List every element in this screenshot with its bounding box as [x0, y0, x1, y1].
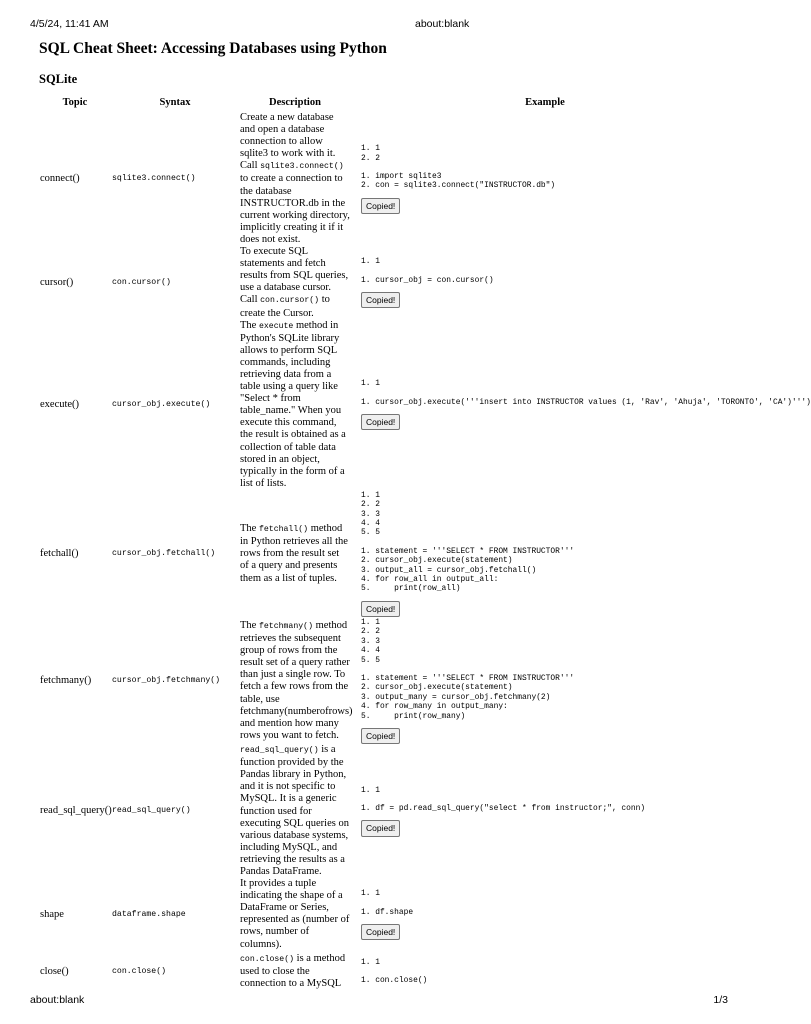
row-example — [351, 744, 739, 878]
code-line: 1. df = pd.read_sql_query("select * from instructor;", conn) — [361, 804, 646, 814]
spacer — [361, 538, 738, 547]
line-number: 4. 4 — [361, 519, 380, 529]
code-block[interactable] — [361, 379, 811, 407]
table-row — [39, 618, 739, 744]
description-code: fetchall() — [258, 525, 309, 535]
table-row — [39, 744, 739, 878]
table-row — [39, 320, 739, 490]
row-example — [351, 878, 739, 952]
description-text: It provides a tuple indicating the shape of a DataFrame or Series, represented as (number of rows, number of columns). — [240, 878, 350, 950]
code-line: 5. print(row_all) — [361, 584, 461, 594]
line-number: 2. 2 — [361, 153, 380, 163]
row-example — [351, 490, 739, 618]
code-block[interactable] — [361, 257, 738, 285]
line-number: 1. 1 — [361, 379, 380, 389]
row-description — [239, 490, 351, 618]
copy-button[interactable]: Copied! — [361, 414, 400, 430]
line-number: 3. 3 — [361, 636, 380, 646]
description-code: con.cursor() — [260, 296, 320, 306]
description-text: is a method used to close the connection to a MySQL — [240, 953, 346, 990]
page-number: 1/3 — [713, 994, 728, 1006]
code-line: 5. print(row_many) — [361, 711, 466, 721]
line-number: 1. 1 — [361, 785, 380, 795]
copy-button[interactable]: Copied! — [361, 601, 400, 617]
print-header — [30, 18, 728, 32]
line-number: 2. 2 — [361, 500, 380, 510]
spacer — [361, 389, 738, 398]
row-example — [351, 952, 739, 992]
line-number: 1. 1 — [361, 144, 380, 154]
row-topic: cursor() — [40, 276, 74, 288]
line-number: 1. 1 — [361, 617, 380, 627]
line-number: 5. 5 — [361, 655, 380, 665]
line-number: 1. 1 — [361, 490, 380, 500]
code-line: 1. statement = '''SELECT * FROM INSTRUCTOR''' — [361, 673, 575, 683]
code-line: 4. for row_all in output_all: — [361, 575, 499, 585]
print-datetime: 4/5/24, 11:41 AM — [30, 18, 109, 30]
description-text: method in Python's SQLite library allows to perform SQL commands, including retrieving data from a table using a query like "Select * from table_name." When you execute this command, the result is obtained as a collection of table data stored in an object, typically in the form of a list of lists. — [240, 319, 346, 489]
row-syntax: cursor_obj.fetchall() — [112, 548, 216, 558]
footer-url: about:blank — [30, 994, 85, 1006]
table-row — [39, 246, 739, 320]
spacer — [361, 967, 738, 976]
header-example: Example — [525, 97, 565, 108]
line-number: 1. 1 — [361, 957, 380, 967]
spacer — [361, 163, 738, 172]
row-syntax: read_sql_query() — [112, 806, 191, 816]
description-code: sqlite3.connect() — [260, 162, 344, 172]
code-block[interactable] — [361, 144, 738, 191]
row-syntax: con.close() — [112, 966, 167, 976]
row-topic: execute() — [40, 398, 80, 410]
copy-button[interactable]: Copied! — [361, 198, 400, 214]
row-topic: connect() — [40, 172, 80, 184]
line-number: 4. 4 — [361, 646, 380, 656]
row-description — [239, 878, 351, 952]
code-line: 2. cursor_obj.execute(statement) — [361, 683, 513, 693]
print-footer — [30, 994, 728, 1008]
description-text: The — [240, 523, 259, 535]
document-content — [39, 40, 811, 992]
row-description — [239, 246, 351, 320]
code-line: 1. statement = '''SELECT * FROM INSTRUCTOR''' — [361, 546, 575, 556]
row-example — [351, 112, 739, 246]
row-example — [351, 618, 739, 744]
row-description — [239, 952, 351, 992]
table-row — [39, 112, 739, 246]
row-syntax: sqlite3.connect() — [112, 173, 196, 183]
copy-button[interactable]: Copied! — [361, 292, 400, 308]
print-url: about:blank — [415, 18, 470, 30]
table-row — [39, 878, 739, 952]
line-number: 5. 5 — [361, 528, 380, 538]
code-block[interactable] — [361, 491, 738, 594]
row-syntax: dataframe.shape — [112, 909, 186, 919]
description-code: con.close() — [240, 955, 295, 965]
spacer — [361, 899, 738, 908]
description-code: read_sql_query() — [240, 746, 319, 756]
row-syntax: cursor_obj.fetchmany() — [112, 675, 221, 685]
code-block[interactable] — [361, 618, 738, 721]
code-line: 2. cursor_obj.execute(statement) — [361, 556, 513, 566]
description-code: fetchmany() — [258, 622, 313, 632]
row-description — [239, 744, 351, 878]
description-text: Create a new database and open a database connection to allow sqlite3 to work with it. Call — [240, 112, 336, 172]
code-line: 1. df.shape — [361, 907, 414, 917]
line-number: 1. 1 — [361, 257, 380, 267]
row-description — [239, 112, 351, 246]
spacer — [361, 795, 738, 804]
description-text: The — [240, 620, 259, 632]
code-block[interactable] — [361, 958, 738, 986]
code-line: 3. output_all = cursor_obj.fetchall() — [361, 565, 537, 575]
table-row — [39, 952, 739, 992]
code-line: 1. cursor_obj.execute('''insert into INSTRUCTOR values (1, 'Rav', 'Ahuja', 'TORONTO', 'CA')''') — [361, 397, 811, 407]
row-topic: fetchmany() — [40, 674, 92, 686]
copy-button[interactable]: Copied! — [361, 728, 400, 744]
code-line: 1. import sqlite3 — [361, 171, 442, 181]
row-syntax: cursor_obj.execute() — [112, 399, 211, 409]
header-syntax: Syntax — [159, 97, 191, 108]
row-topic: fetchall() — [40, 547, 79, 559]
row-topic: close() — [40, 965, 69, 977]
description-code: execute — [258, 321, 294, 331]
row-description — [239, 618, 351, 744]
code-line: 4. for row_many in output_many: — [361, 702, 508, 712]
description-text: method retrieves the subsequent group of rows from the result set of a query rather than just a single row. To fetch a few rows from the table, use fetchmany(numberofrows) and mention how many rows you want to fetch. — [240, 620, 353, 741]
code-line: 1. cursor_obj = con.cursor() — [361, 275, 494, 285]
description-text: to create a connection to the database INSTRUCTOR.db in the current working directory, implicitly creating it if it does not exist. — [240, 173, 350, 245]
code-line: 2. con = sqlite3.connect("INSTRUCTOR.db") — [361, 181, 556, 191]
description-text: is a function provided by the Pandas library in Python, and it is not specific to MySQL. It is a generic function used for executing SQL queries on various database systems, including MySQL, and retrieving the results as a Pandas DataFrame. — [240, 744, 349, 877]
line-number: 2. 2 — [361, 627, 380, 637]
line-number: 3. 3 — [361, 509, 380, 519]
spacer — [361, 665, 738, 674]
code-block[interactable] — [361, 786, 738, 814]
table-body — [39, 112, 811, 992]
copy-button[interactable]: Copied! — [361, 820, 400, 836]
code-line: 3. output_many = cursor_obj.fetchmany(2) — [361, 692, 551, 702]
description-text: To execute SQL statements and fetch results from SQL queries, use a database cursor. Call — [240, 246, 349, 306]
table-header-row — [39, 97, 739, 112]
row-topic: shape — [40, 908, 64, 920]
row-syntax: con.cursor() — [112, 277, 171, 287]
description-text: method in Python retrieves all the rows from the result set of a query and presents them as a list of tuples. — [240, 523, 348, 584]
line-number: 1. 1 — [361, 889, 380, 899]
spacer — [361, 267, 738, 276]
header-topic: Topic — [62, 97, 88, 108]
code-line: 1. con.close() — [361, 976, 428, 986]
row-example — [351, 246, 739, 320]
table-row — [39, 490, 739, 618]
cheat-sheet-table — [39, 97, 811, 992]
page-title: SQL Cheat Sheet: Accessing Databases using Python — [39, 40, 387, 57]
row-example — [351, 320, 811, 490]
row-description — [239, 320, 351, 490]
description-text: The — [240, 319, 259, 331]
code-block[interactable] — [361, 889, 738, 917]
row-topic: read_sql_query() — [40, 805, 112, 817]
description-text: to create the Cursor. — [240, 294, 330, 319]
header-description: Description — [269, 97, 321, 108]
section-heading: SQLite — [39, 72, 78, 86]
copy-button[interactable]: Copied! — [361, 924, 400, 940]
